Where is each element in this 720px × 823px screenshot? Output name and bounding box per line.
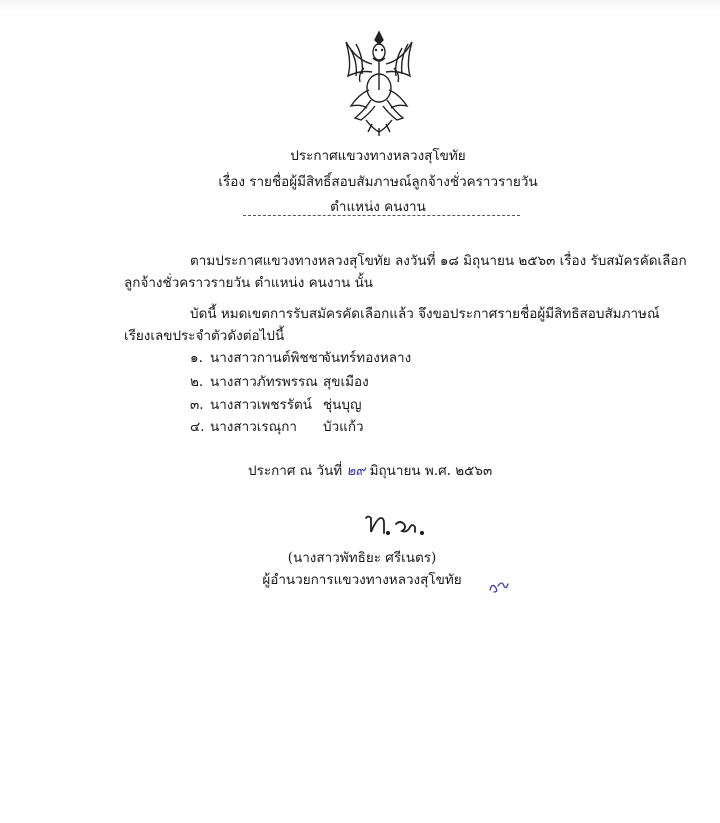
garuda-emblem-icon bbox=[336, 28, 422, 138]
announcement-day: ๒๙ bbox=[346, 463, 366, 479]
document-position: ตำแหน่ง คนงาน bbox=[330, 199, 426, 215]
announcement-suffix: มิถุนายน พ.ศ. ๒๕๖๓ bbox=[365, 463, 493, 479]
candidate-number: ๓. bbox=[190, 397, 204, 413]
candidate-last-name: ชุ่นบุญ bbox=[323, 397, 362, 413]
candidate-last-name: บัวแก้ว bbox=[323, 419, 364, 435]
candidate-row bbox=[190, 346, 411, 368]
candidate-first-name: นางสาวภัทรพรรณ bbox=[210, 374, 318, 390]
handwritten-initial bbox=[488, 578, 510, 594]
candidate-row bbox=[190, 393, 361, 415]
handwritten-signature bbox=[360, 512, 430, 540]
announcement-date bbox=[248, 459, 492, 481]
document-subject: เรื่อง รายชื่อผู้มีสิทธิ์สอบสัมภาษณ์ลูกจ้างชั่วคราวรายวัน bbox=[218, 174, 538, 190]
candidate-first-name: นางสาวเรณุกา bbox=[210, 419, 297, 435]
candidate-row bbox=[190, 415, 364, 437]
signer-title: ผู้อำนวยการแขวงทางหลวงสุโขทัย bbox=[262, 572, 462, 588]
candidate-last-name: สุขเมือง bbox=[323, 374, 369, 390]
candidate-last-name: จันทร์ทองหลาง bbox=[323, 350, 412, 366]
candidate-first-name: นางสาวเพชรรัตน์ bbox=[210, 397, 312, 413]
signer-name: (นางสาวพัทธิยะ ศรีเนตร) bbox=[287, 550, 437, 566]
candidate-row bbox=[190, 370, 369, 392]
candidate-first-name: นางสาวกานต์พิชชา bbox=[210, 350, 326, 366]
candidate-number: ๔. bbox=[190, 419, 205, 435]
header-divider bbox=[243, 215, 520, 216]
paragraph-1-line-1: ตามประกาศแขวงทางหลวงสุโขทัย ลงวันที่ ๑๘ มิถุนายน ๒๕๖๓ เรื่อง รับสมัครคัดเลือก bbox=[190, 253, 687, 269]
candidate-number: ๒. bbox=[190, 374, 204, 390]
paragraph-2-line-1: บัดนี้ หมดเขตการรับสมัครคัดเลือกแล้ว จึงขอประกาศรายชื่อผู้มีสิทธิสอบสัมภาษณ์ bbox=[190, 306, 660, 322]
paragraph-1-line-2: ลูกจ้างชั่วคราวรายวัน ตำแหน่ง คนงาน นั้น bbox=[124, 275, 374, 291]
paragraph-2-line-2: เรียงเลขประจำตัวดังต่อไปนี้ bbox=[124, 328, 285, 344]
announcement-prefix: ประกาศ ณ วันที่ bbox=[248, 463, 347, 479]
document-title: ประกาศแขวงทางหลวงสุโขทัย bbox=[290, 148, 466, 164]
candidate-number: ๑. bbox=[190, 350, 203, 366]
